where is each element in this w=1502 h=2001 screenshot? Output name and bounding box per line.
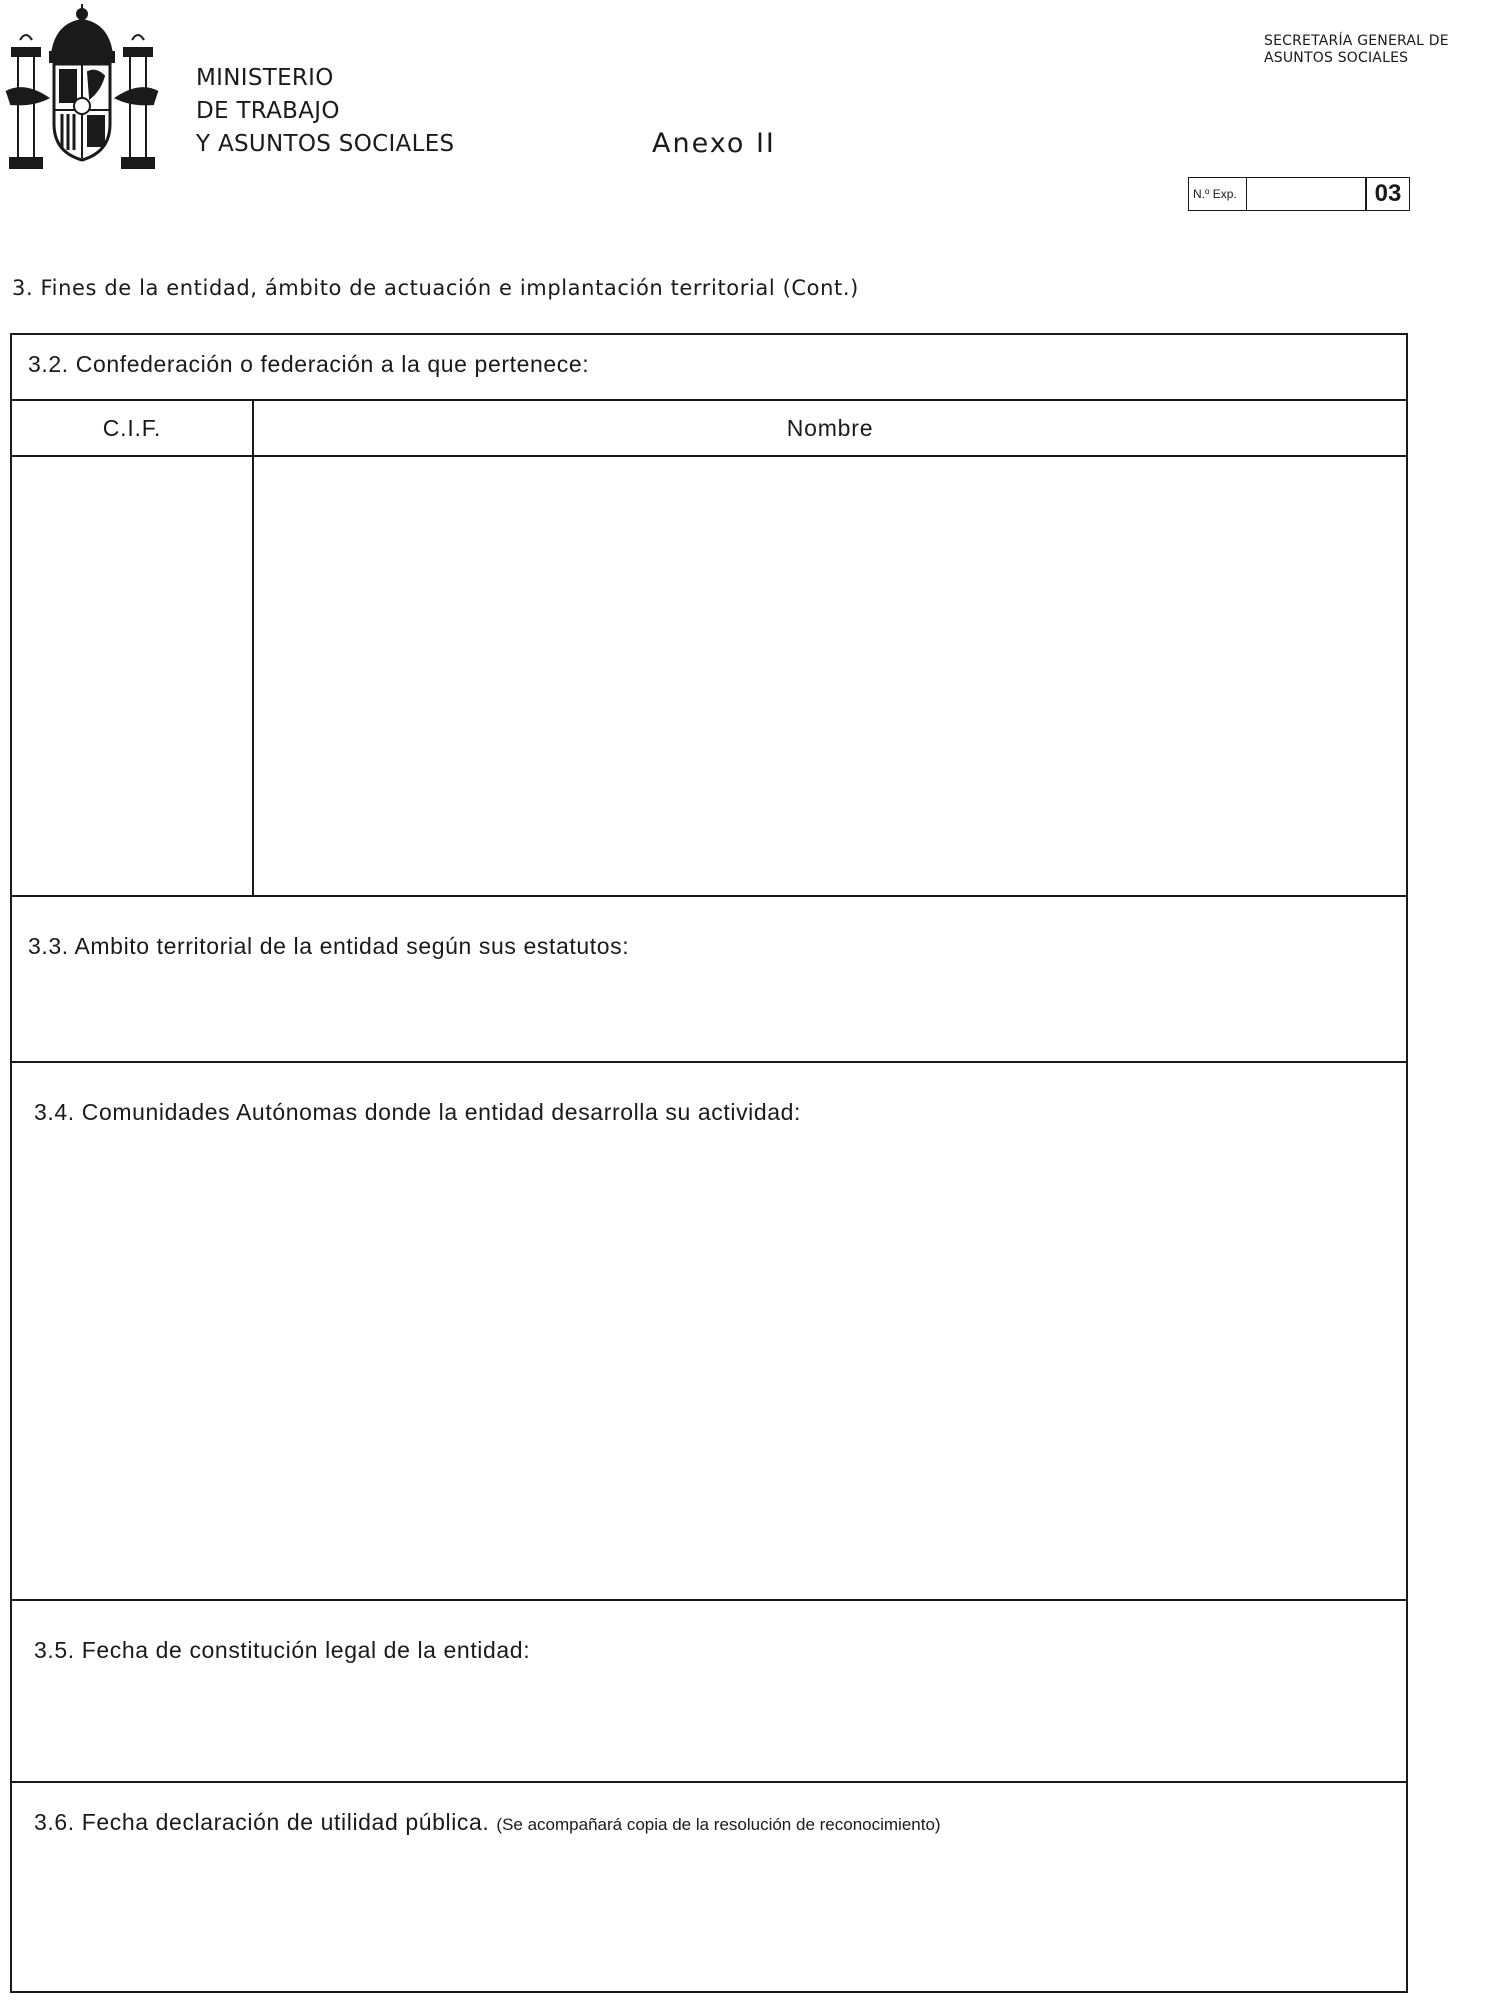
annex-title: Anexo II: [652, 128, 776, 159]
fecha-constitucion-label: 3.5. Fecha de constitución legal de la entidad:: [34, 1637, 531, 1663]
ministry-name: [196, 62, 454, 161]
comunidades-section[interactable]: [12, 1061, 1406, 1599]
coat-of-arms-emblem: [4, 2, 160, 174]
confederacion-header-row: [12, 399, 1406, 455]
ambito-territorial-section[interactable]: [12, 895, 1406, 1061]
nombre-input-cell[interactable]: [254, 457, 1406, 895]
ministry-line-2: DE TRABAJO: [196, 98, 340, 124]
fecha-utilidad-label-text: 3.6. Fecha declaración de utilidad pública.: [34, 1809, 490, 1835]
column-header-cif: C.I.F.: [102, 414, 162, 441]
cif-input-cell[interactable]: [12, 457, 252, 895]
comunidades-label: 3.4. Comunidades Autónomas donde la entidad desarrolla su actividad:: [34, 1099, 802, 1125]
expediente-label: N.º Exp.: [1189, 178, 1247, 210]
fecha-utilidad-section[interactable]: [12, 1781, 1406, 1991]
fecha-constitucion-section[interactable]: [12, 1599, 1406, 1781]
confederacion-label: 3.2. Confederación o federación a la que pertenece:: [28, 351, 590, 377]
fecha-utilidad-label: [34, 1809, 941, 1836]
fecha-utilidad-note: (Se acompañará copia de la resolución de reconocimiento): [496, 1815, 941, 1834]
secretaria-line-2: ASUNTOS SOCIALES: [1264, 50, 1409, 66]
secretaria-name: [1264, 33, 1449, 67]
expediente-box: [1188, 177, 1410, 211]
secretaria-line-1: SECRETARÍA GENERAL DE: [1264, 33, 1449, 49]
section-title: 3. Fines de la entidad, ámbito de actuación e implantación territorial (Cont.): [12, 276, 859, 300]
expediente-code: 03: [1374, 180, 1402, 207]
ministry-line-3: Y ASUNTOS SOCIALES: [196, 131, 455, 157]
ministry-line-1: MINISTERIO: [196, 65, 334, 91]
expediente-number-field[interactable]: [1247, 178, 1367, 210]
ambito-territorial-label: 3.3. Ambito territorial de la entidad según sus estatutos:: [28, 933, 630, 959]
confederacion-label-row: [12, 335, 1406, 399]
column-header-nombre: Nombre: [786, 414, 874, 441]
confederacion-data-body: [12, 455, 1406, 895]
form-table: [10, 333, 1408, 1993]
